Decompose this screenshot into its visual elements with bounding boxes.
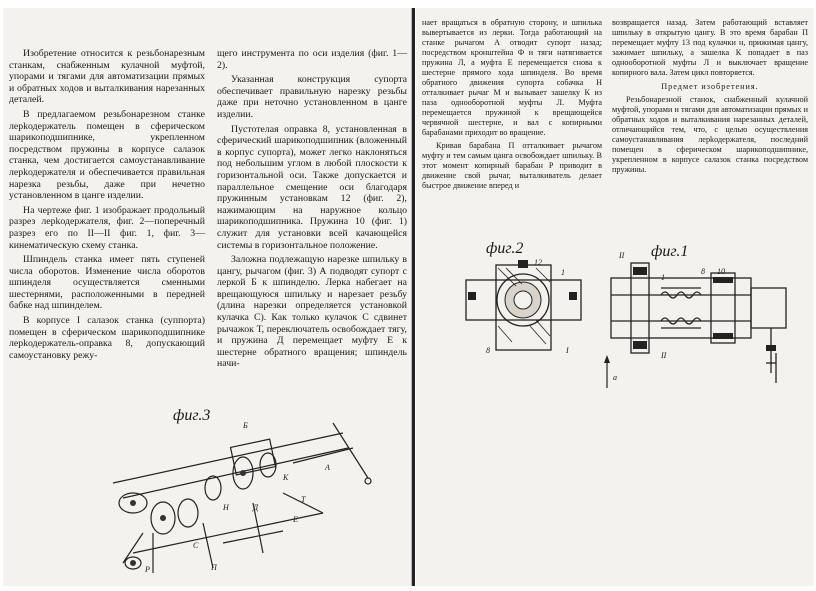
fig3-letter: К <box>283 473 289 482</box>
fig3-letter: А <box>325 463 330 472</box>
right-page <box>416 8 814 586</box>
fig1-number: 1 <box>661 273 665 282</box>
fig3-letter: Т <box>301 495 306 504</box>
paragraph: В предлагаемом резьбонарезном станке лерkодержатель помещен в сферическом шарикоподшипнике, укрепленном посредством пружины в корпусе салазок станка, чем достигается самоустанавливание лерkодержателя и обеспечивается правильная нарезка резьбы, даже при нечетно установленном в цанге изделии. <box>9 108 205 202</box>
paragraph: щего инструмента по оси изделия (фиг. 1—2). <box>217 48 407 71</box>
fig3-letter: Д <box>253 503 259 512</box>
fig2-number: 8 <box>486 346 490 355</box>
figure-3-label: фиг.3 <box>173 407 211 424</box>
fig1-arrow-label: а <box>613 373 617 382</box>
fig1-number: 8 <box>701 267 705 276</box>
figure-1-label: фиг.1 <box>651 243 689 260</box>
paragraph: Шпиндель станка имеет пять ступеней числа оборотов. Изменение числа оборотов шпинделя осуществляется сменными шестернями, расположенными в передней бабке над шпинделем. <box>9 254 205 312</box>
fig2-number: 12 <box>534 258 542 267</box>
left-column-2 <box>217 48 407 373</box>
paragraph: нает вращаться в обратную сторону, и шпилька вывертывается из лерки. Тогда работающий на станке рычагом А отводит супорт назад; посредством кронштейна Ф и тяги натягивается пружина Л, а муфта Е перемещается снова к шестерне прямого хода шпинделя. Во время обратного движения супорта собачка Н отталкивает рычаг М и вызывает зашелку К из паза однооборотной муфты Л. Муфта перемещается пружиной к врещающейся червячной шестерне, и вал с копирными барабанами приходит во вращение. <box>422 18 602 137</box>
right-column-2 <box>612 18 808 178</box>
figure-3-kinematic-diagram <box>93 403 383 583</box>
fig2-number: I <box>566 346 569 355</box>
subject-heading: Предмет изобретения. <box>661 82 759 91</box>
figure-3-drawing <box>93 403 383 583</box>
paragraph: Пустотелая оправка 8, установленная в сферический шарикоподшипник (вложенный в корпус супорта), может легко наклоняться под небольшим углом в любой плоскости к горизонтальной оси. Также допускается и параллельное смещение оси благодаря пружинным установкам 12 (фиг. 2), нажимающим на наружное кольцо шарикоподшипника. Пружина 10 (фиг. 1) служит для установки всей качающейся системы в горизонтальное положение. <box>217 123 407 251</box>
fig1-number: II <box>661 351 667 360</box>
left-page <box>3 8 412 586</box>
fig1-number: II <box>619 251 625 260</box>
figure-1-longitudinal-section <box>601 233 801 398</box>
paragraph: возвращается назад. Затем работающий вставляет шпильку в открытую цангу. В это время барабан П перемещает муфту 13 под кулачки н, прижимая цангу, зажимает шпильку, а зашелка К попадает в паз однооборотной муфты Л и выключает вращение копирного вала. Затем цикл повторяется. <box>612 18 808 77</box>
figure-1-drawing <box>601 233 801 398</box>
paragraph: Заложна подлежащую нарезке шпильку в цангу, рычагом (фиг. 3) А подводят супорт с леркой Б к шпинделю. Лерка набегает на врещающуюся шпильку и нарезает резьбу (длина нарезки определяется установкой кулачка С). Как только кулачок С сдвинет рычажок Т, переключатель освобождает тягу, и пружина Д перемещает муфту Е к шестерне обратного вращения; шпиндель начи- <box>217 254 407 370</box>
left-column-1 <box>9 48 205 364</box>
paragraph: Кривая барабана П отталкивает рычагом муфту и тем самым цанга освобождает шпильку. В этот момент копирный барабан Р приводит в движение свой рычаг, выталкиватель делает быстрое движение вперед и <box>422 141 602 190</box>
figure-2-label: фиг.2 <box>486 240 524 257</box>
fig3-letter: Е <box>293 515 298 524</box>
paragraph: Изобретение относится к резьбонарезным станкам, снабженным кулачной муфтой, упорами и тягами для автоматизации прямых и обратных ходов и выталкивания нарезанных деталей. <box>9 48 205 106</box>
fig3-letter: П <box>211 563 217 572</box>
fig3-letter: С <box>193 541 199 550</box>
paragraph: На чертеже фиг. 1 изображает продольный разрез лерkодержателя, фиг. 2—поперечный разрез его по II—II фиг. 1, фиг. 3—кинематическую схему станка. <box>9 204 205 251</box>
right-column-1 <box>422 18 602 194</box>
figure-2-drawing <box>456 240 596 360</box>
fig1-number: 10 <box>717 267 725 276</box>
fig2-number: 1 <box>561 268 565 277</box>
page-divider <box>412 8 415 586</box>
fig3-letter: Б <box>243 421 248 430</box>
figure-2-cross-section <box>456 240 596 360</box>
fig3-letter: Р <box>145 565 150 574</box>
fig3-letter: Н <box>223 503 229 512</box>
paragraph: В корпусе I салазок станка (суппорта) помещен в сферическом шарикоподшипнике лерkодержатель-оправка 8, допускающий самоустановку режу- <box>9 315 205 361</box>
claim-paragraph: Резьбонарезной станок, снабженный кулачной муфтой, упорами и тягами для автоматизации прямых и обратных ходов и выталкивания нарезанных деталей, отличающийся тем, что, с целью осуществления самоустанавливания лерkодержателя, последний помещен в сферическом шарикоподшипнике, укрепленном в корпусе салазок станка посредством пружины. <box>612 95 808 174</box>
paragraph: Указанная конструкция супорта обеспечивает правильную нарезку резьбы даже при неточно установленном в цанге изделии. <box>217 74 407 120</box>
